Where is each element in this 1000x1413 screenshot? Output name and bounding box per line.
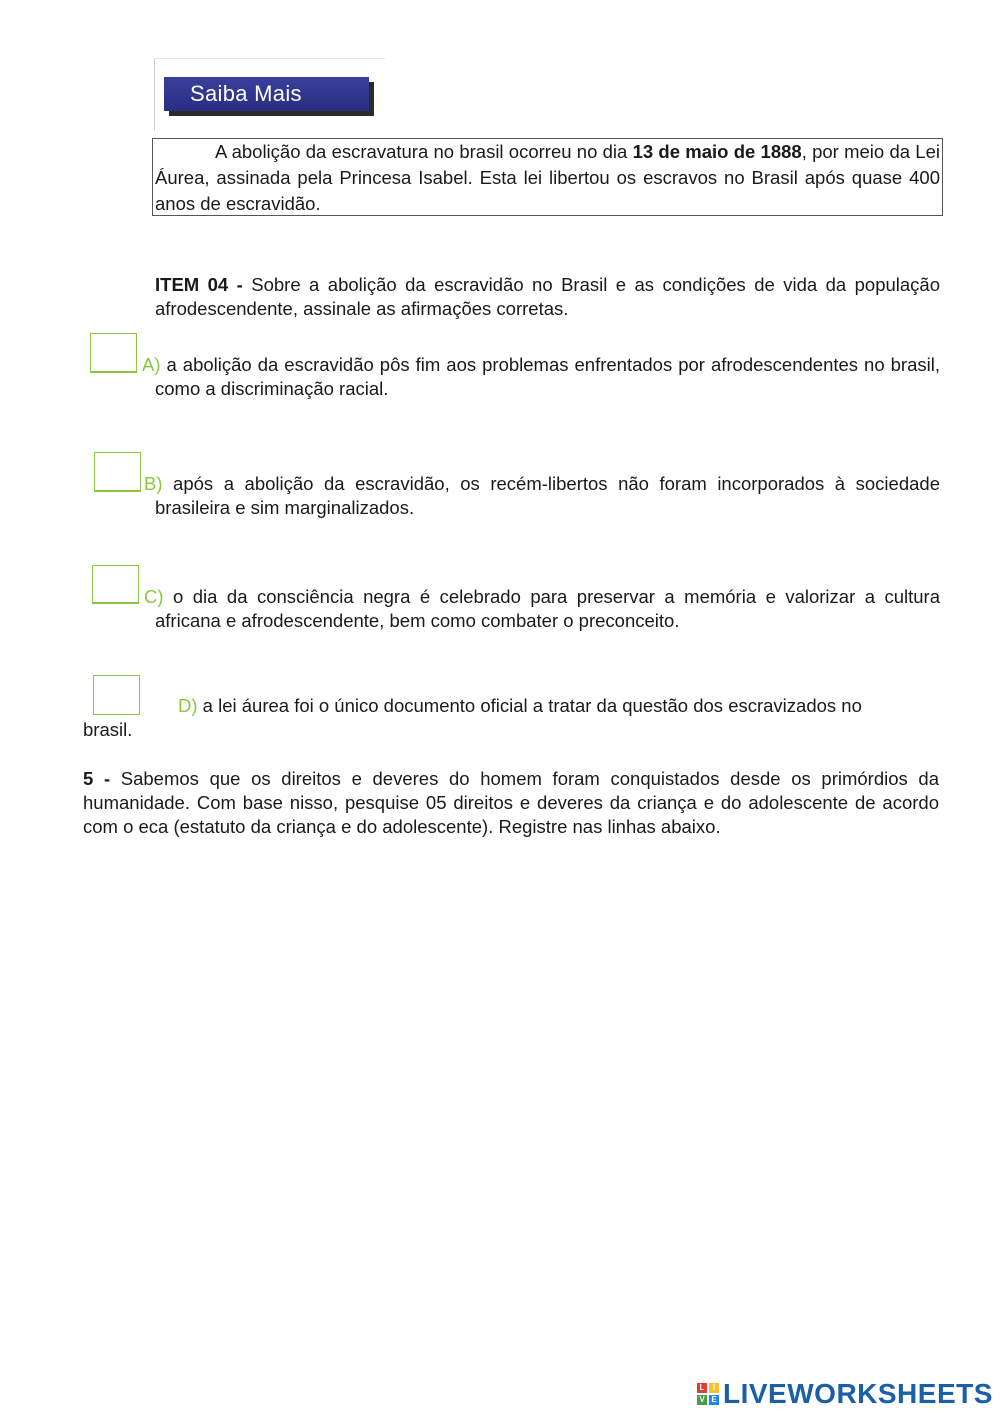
- logo-mark-e: E: [709, 1395, 719, 1405]
- option-b: [144, 472, 940, 520]
- option-c-text: o dia da consciência negra é celebrado para preservar a memória e valorizar a cultura africana e afrodescendente, bem como combater o preconceito.: [155, 586, 940, 631]
- option-b-letter: B): [144, 473, 163, 494]
- liveworksheets-logo: [697, 1379, 993, 1409]
- checkbox-option-d[interactable]: [93, 675, 140, 715]
- logo-mark-i: I: [709, 1383, 719, 1393]
- option-a-letter: A): [142, 354, 161, 375]
- checkbox-option-c[interactable]: [92, 565, 139, 604]
- saiba-mais-banner: Saiba Mais: [164, 77, 369, 111]
- logo-text: LIVEWORKSHEETS: [723, 1378, 993, 1409]
- item-04-question: [155, 273, 940, 321]
- info-box: [152, 138, 943, 216]
- item-05-question: [83, 767, 939, 839]
- item-04-label: ITEM 04 -: [155, 274, 243, 295]
- option-c: [144, 585, 940, 633]
- option-d-letter: D): [178, 695, 198, 716]
- logo-mark-l: L: [697, 1383, 707, 1393]
- option-c-letter: C): [144, 586, 164, 607]
- option-d-text: a lei áurea foi o único documento oficial a tratar da questão dos escravizados no: [197, 695, 862, 716]
- info-date: 13 de maio de 1888: [632, 141, 802, 162]
- item-05-label: 5 -: [83, 768, 111, 789]
- option-d: [178, 694, 938, 718]
- info-text-before: A abolição da escravatura no brasil ocorreu no dia: [215, 141, 633, 162]
- checkbox-option-a[interactable]: [90, 333, 137, 373]
- info-text-after: , por meio da Lei Áurea, assinada pela Princesa Isabel. Esta lei libertou os escravos no Brasil após quase 400 anos de escravidão.: [155, 141, 940, 214]
- option-b-text: após a abolição da escravidão, os recém-libertos não foram incorporados à sociedade brasileira e sim marginalizados.: [155, 473, 940, 518]
- item-04-text: Sobre a abolição da escravidão no Brasil e as condições de vida da população afrodescendente, assinale as afirmações corretas.: [155, 274, 940, 319]
- checkbox-option-b[interactable]: [94, 452, 141, 492]
- option-a-text: a abolição da escravidão pôs fim aos problemas enfrentados por afrodescendentes no brasil, como a discriminação racial.: [155, 354, 940, 399]
- logo-mark-icon: [697, 1383, 719, 1405]
- option-a: [142, 353, 940, 401]
- option-d-continuation: brasil.: [83, 719, 133, 740]
- logo-mark-v: V: [697, 1395, 707, 1405]
- item-05-text: Sabemos que os direitos e deveres do homem foram conquistados desde os primórdios da humanidade. Com base nisso, pesquise 05 direitos e deveres da criança e do adolescente de acordo com o eca (estatuto da criança e do adolescente). Registre nas linhas abaixo.: [83, 768, 940, 837]
